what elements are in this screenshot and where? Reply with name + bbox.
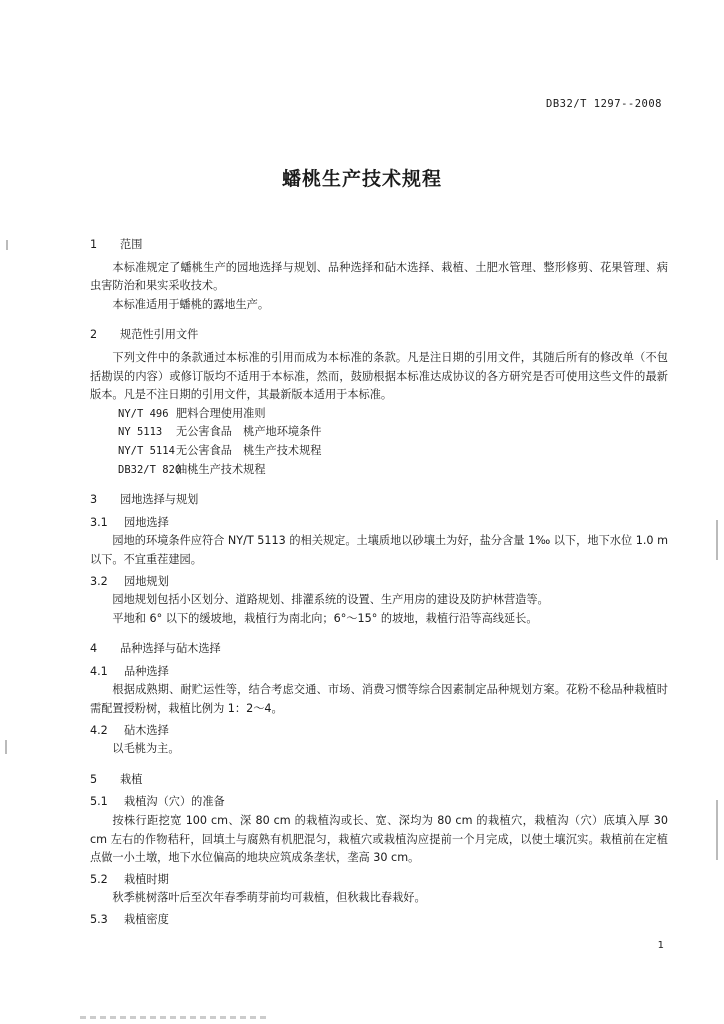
- paragraph: 平地和 6° 以下的缓坡地，栽植行为南北向；6°～15° 的坡地，栽植行沿等高线延长。: [112, 611, 538, 625]
- paragraph: 园地的环境条件应符合 NY/T 5113 的相关规定。土壤质地以砂壤土为好，盐分含量 1‰ 以下，地下水位 1.0 m 以下。不宜重茬建园。: [90, 534, 668, 566]
- scan-edge-mark: [716, 800, 718, 860]
- section-heading: 1 范围: [90, 238, 143, 251]
- section-heading: 4 品种选择与砧木选择: [90, 642, 221, 656]
- subsection-heading: 4.1 品种选择: [90, 664, 169, 678]
- paragraph: 下列文件中的条款通过本标准的引用而成为本标准的条款。凡是注日期的引用文件，其随后所有的修改单（不包括勘误的内容）或修订版均不适用于本标准，然而，鼓励根据本标准达成协议的各方研究是否可使用这些文件的最新版本。凡是不注日期的引用文件，其最新版本适用于本标准。: [90, 350, 668, 402]
- paragraph: 根据成熟期、耐贮运性等，结合考虑交通、市场、消费习惯等综合因素制定品种规划方案。花粉不稔品种栽植时需配置授粉树，栽植比例为 1：2～4。: [90, 683, 668, 716]
- subsection-heading: 5.3 栽植密度: [90, 913, 169, 926]
- paragraph: 园地规划包括小区划分、道路规划、排灌系统的设置、生产用房的建设及防护林营造等。: [112, 593, 549, 607]
- paragraph: 按株行距挖宽 100 cm、深 80 cm 的栽植沟或长、宽、深均为 80 cm 的栽植穴，栽植沟（穴）底填入厚 30 cm 左右的作物秸秆，回填土与腐熟有机肥混匀，栽植穴或栽植沟应提前一个月完成，以使土壤沉实。栽植前在定植点做一小土墩，地下水位偏高的地块应筑成条垄状，垄高 30 cm。: [90, 814, 668, 865]
- paragraph: 本标准规定了蟠桃生产的园地选择与规划、品种选择和砧木选择、栽植、土肥水管理、整形修剪、花果管理、病虫害防治和果实采收技术。: [90, 260, 668, 293]
- scan-noise: [80, 1016, 270, 1019]
- subsection-heading: 3.2 园地规划: [90, 574, 169, 588]
- document-title: 蟠桃生产技术规程: [281, 168, 442, 190]
- reference-item: NY/T 496 肥料合理使用准则: [118, 406, 266, 420]
- section-heading: 5 栽植: [90, 772, 143, 786]
- document-body: [90, 236, 668, 930]
- subsection-heading: 5.1 栽植沟（穴）的准备: [90, 795, 225, 809]
- page-number: 1: [657, 940, 664, 951]
- reference-item: DB32/T 820油桃生产技术规程: [118, 462, 266, 476]
- subsection-heading: 4.2 砧木选择: [90, 723, 169, 737]
- scan-edge-mark: [716, 520, 718, 560]
- document-code: DB32/T 1297--2008: [546, 98, 662, 110]
- paragraph: 本标准适用于蟠桃的露地生产。: [112, 297, 270, 311]
- section-heading: 3 园地选择与规划: [90, 493, 199, 507]
- paragraph: 秋季桃树落叶后至次年春季萌芽前均可栽植，但秋栽比春栽好。: [112, 891, 426, 905]
- subsection-heading: 5.2 栽植时期: [90, 872, 169, 886]
- reference-item: NY/T 5114无公害食品 桃生产技术规程: [118, 443, 322, 457]
- reference-item: NY 5113 无公害食品 桃产地环境条件: [118, 425, 322, 439]
- scan-edge-mark: [6, 240, 8, 250]
- subsection-heading: 3.1 园地选择: [90, 515, 169, 529]
- section-heading: 2 规范性引用文件: [90, 328, 199, 342]
- paragraph: 以毛桃为主。: [112, 742, 180, 756]
- scan-edge-mark: [5, 740, 7, 754]
